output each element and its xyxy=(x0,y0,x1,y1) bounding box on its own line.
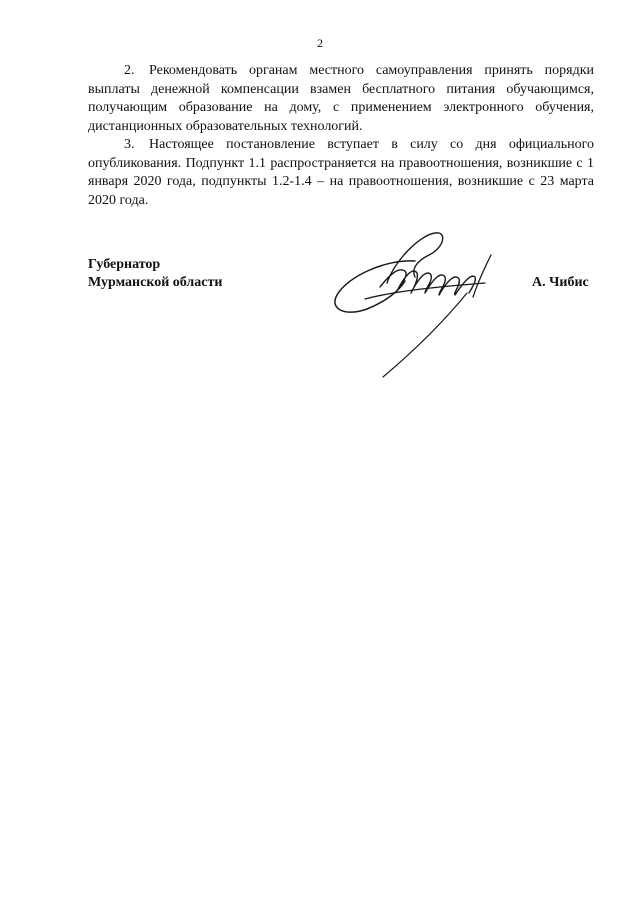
paragraph-text: Рекомендовать органам местного самоуправления принять порядки выплаты денежной компенсации взамен бесплатного питания обучающимся, получающим образование на дому, с применением электронного обучения, дистанционных образовательных технологий. xyxy=(88,63,594,134)
paragraph-3 xyxy=(88,136,594,210)
signer-title xyxy=(88,256,222,292)
page-number: 2 xyxy=(317,36,323,50)
signer-region: Мурманской области xyxy=(88,275,223,290)
signer-name: А. Чибис xyxy=(532,275,589,290)
scan-corner-mark: · · xyxy=(604,886,616,892)
paragraph-2 xyxy=(88,62,594,136)
document-body xyxy=(88,62,594,210)
signer-position: Губернатор xyxy=(88,257,161,272)
paragraph-text: Настоящее постановление вступает в силу со дня официального опубликования. Подпункт 1.1 распространяется на правоотношения, возникшие с 1 января 2020 года, подпункты 1.2-1.4 – на правоотношения, возникшие с 23 марта 2020 года. xyxy=(88,137,594,208)
handwritten-signature xyxy=(325,225,525,385)
paragraph-number: 2. xyxy=(124,63,135,78)
paragraph-number: 3. xyxy=(124,137,135,152)
